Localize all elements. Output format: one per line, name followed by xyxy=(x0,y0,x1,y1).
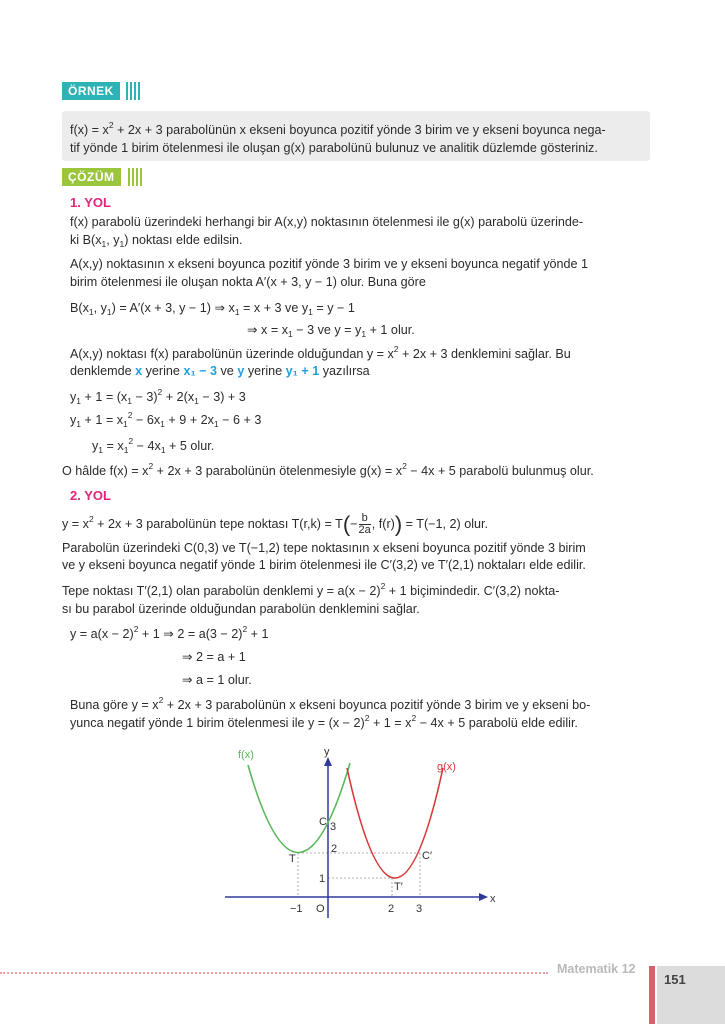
text-segment: ve xyxy=(217,364,238,378)
y-axis-label: y xyxy=(324,746,330,758)
text-segment: y = x xyxy=(62,516,89,531)
text-segment: , f(r) xyxy=(371,516,395,531)
text-segment: 1 xyxy=(160,445,166,455)
text-segment: ) xyxy=(394,511,403,537)
text-segment: A(x,y) noktasının x ekseni boyunca pozitif yönde 3 birim ve y ekseni boyunca negatif yönde 1 xyxy=(70,257,589,271)
text-segment: 2 xyxy=(158,695,164,705)
x-tick: −1 xyxy=(290,903,303,915)
text-segment: 1 xyxy=(119,239,125,249)
text-segment: y xyxy=(237,364,245,378)
point-t-prime-label: T′ xyxy=(394,881,403,893)
text-segment: − 3) xyxy=(131,390,158,404)
x-tick: 2 xyxy=(388,903,395,915)
text-segment: + 1 olur. xyxy=(366,323,415,337)
text-segment: 1 xyxy=(213,419,219,429)
text-segment: 2 xyxy=(127,410,133,420)
text-segment: O hâlde f(x) = x xyxy=(62,464,149,478)
text-segment: + 1 = x xyxy=(81,413,124,427)
text-segment: 2 xyxy=(242,624,248,634)
text-segment: 2 xyxy=(380,581,386,591)
text-segment: sı bu parabol üzerinde olduğundan parabolün denklemini sağlar. xyxy=(62,602,420,616)
text-segment: = y − 1 xyxy=(312,301,355,315)
text-segment: − 4x xyxy=(133,439,161,453)
text-segment: + 1 xyxy=(247,627,269,641)
page-tab-accent xyxy=(649,966,655,1024)
text-segment: ve y ekseni boyunca negatif yönde 1 birim ötelenmesi ile C′(3,2) ve T′(2,1) noktaları elde edilir. xyxy=(62,558,586,572)
text-segment: ⇒ a = 1 olur. xyxy=(182,673,252,687)
text-segment: y xyxy=(70,390,77,404)
fraction-numerator: b xyxy=(359,513,371,525)
text-segment: + 2x + 3 denklemini sağlar. Bu xyxy=(398,347,571,361)
text-segment: ( xyxy=(342,511,351,537)
text-segment: ) noktası elde edilsin. xyxy=(124,233,243,247)
text-segment: B(x xyxy=(70,301,89,315)
text-segment: 1 xyxy=(308,307,313,317)
text-segment: 2 xyxy=(393,344,399,354)
text-segment: = x + 3 ve y xyxy=(239,301,309,315)
text-segment: 1 xyxy=(361,329,367,339)
text-segment: f(x) = x xyxy=(70,123,109,137)
f-label: f(x) xyxy=(238,749,254,761)
text-segment: ki B(x xyxy=(70,233,102,247)
text-segment: y xyxy=(92,439,99,453)
text-segment: + 5 olur. xyxy=(165,439,215,453)
text-segment: 2 xyxy=(133,624,139,634)
y-tick: 3 xyxy=(330,821,337,833)
text-segment: 2 xyxy=(148,461,154,471)
text-segment: tif yönde 1 birim ötelenmesi ile oluşan g(x) parabolünü bulunuz ve analitik düzlemde gösteriniz. xyxy=(70,141,598,155)
x-axis-label: x xyxy=(490,893,496,905)
text-segment: f(x) parabolü üzerindeki herhangi bir A(x,y) noktasının ötelenmesi ile g(x) parabolü üzerinde- xyxy=(70,215,584,229)
text-segment: Tepe noktası T′(2,1) olan parabolün denklemi y = a(x − 2) xyxy=(62,584,381,598)
text-segment: + 2x + 3 parabolünün x ekseni boyunca pozitif yönde 3 birim ve y ekseni boyunca nega- xyxy=(113,123,606,137)
text-segment: denklemde xyxy=(70,364,136,378)
x-tick: 3 xyxy=(416,903,423,915)
text-segment: 1 xyxy=(76,419,82,429)
text-segment: − xyxy=(350,516,358,531)
text-segment: , y xyxy=(93,301,107,315)
text-segment: 1 xyxy=(123,419,128,429)
method-1-title: 1. YOL xyxy=(70,195,111,210)
text-segment: 2 xyxy=(364,713,370,723)
text-segment: − 4x + 5 parabolü elde edilir. xyxy=(416,716,578,730)
text-segment: y = a(x − 2) xyxy=(70,627,134,641)
fraction-denominator: 2a xyxy=(358,524,371,536)
text-segment: = T(−1, 2) olur. xyxy=(402,516,489,531)
text-segment: yerine xyxy=(142,364,184,378)
text-segment: 2 xyxy=(157,387,163,397)
text-segment: + 2x + 3 parabolünün x ekseni boyunca pozitif yönde 3 birim ve y ekseni bo- xyxy=(163,698,591,712)
text-segment: x xyxy=(135,364,143,378)
text-segment: + 9 + 2x xyxy=(164,413,214,427)
text-segment: + 2(x xyxy=(162,390,195,404)
text-segment: + 1 = x xyxy=(369,716,412,730)
text-segment: birim ötelenmesi ile oluşan nokta A′(x + 3, y − 1) olur. Buna göre xyxy=(70,275,426,289)
y-axis-arrow-icon xyxy=(324,757,332,766)
text-segment: y xyxy=(70,413,77,427)
y-tick: 2 xyxy=(331,843,338,855)
text-segment: 2 xyxy=(108,120,114,130)
x-axis-arrow-icon xyxy=(479,893,488,901)
point-c-label: C xyxy=(319,816,327,828)
text-segment: − 6 + 3 xyxy=(218,413,262,427)
origin-label: O xyxy=(316,903,325,915)
text-segment: 1 xyxy=(76,396,82,406)
text-segment: 2 xyxy=(88,513,94,524)
text-segment: 1 xyxy=(288,329,293,339)
text-segment: = x xyxy=(103,439,124,453)
text-segment: 1 xyxy=(106,307,112,317)
text-segment: ⇒ x = x xyxy=(247,323,288,337)
point-t-label: T xyxy=(289,853,296,865)
text-segment: − 3) + 3 xyxy=(198,390,246,404)
text-segment: A(x,y) noktası f(x) parabolünün üzerinde olduğundan y = x xyxy=(70,347,394,361)
text-segment: yerine xyxy=(244,364,286,378)
text-segment: − 4x + 5 parabolü bulunmuş olur. xyxy=(406,464,594,478)
f-curve xyxy=(248,763,350,853)
text-segment: ) = A′(x + 3, y − 1) ⇒ x xyxy=(111,301,235,315)
point-c-prime-label: C′ xyxy=(422,850,433,862)
text-segment: + 1 ⇒ 2 = a(3 − 2) xyxy=(138,627,243,641)
text-segment: + 1 = (x xyxy=(81,390,128,404)
y-tick: 1 xyxy=(319,873,326,885)
text-segment: 1 xyxy=(127,396,132,406)
text-segment: 2 xyxy=(411,713,417,723)
text-segment: 1 xyxy=(123,445,129,455)
text-segment: 1 xyxy=(98,445,104,455)
text-segment: yazılırsa xyxy=(319,364,370,378)
page-number: 151 xyxy=(664,972,686,987)
method-2-title: 2. YOL xyxy=(70,488,111,503)
text-segment: − 3 ve y = y xyxy=(292,323,362,337)
text-segment: + 1 biçimindedir. C′(3,2) nokta- xyxy=(385,584,560,598)
text-segment: y₁ + 1 xyxy=(285,364,320,378)
text-segment: + 2x + 3 parabolünün ötelenmesiyle g(x) = x xyxy=(153,464,403,478)
book-title: Matematik 12 xyxy=(557,962,636,976)
text-segment: 1 xyxy=(234,307,240,317)
text-segment: 2 xyxy=(128,436,134,446)
text-segment: Buna göre y = x xyxy=(70,698,159,712)
text-segment: + 2x + 3 parabolünün tepe noktası T(r,k) = T xyxy=(93,516,343,531)
text-segment: ⇒ 2 = a + 1 xyxy=(182,650,246,664)
example-badge: ÖRNEK xyxy=(62,82,120,100)
footer-divider xyxy=(0,972,548,974)
text-segment: x₁ − 3 xyxy=(183,364,218,378)
text-segment: 2 xyxy=(402,461,407,471)
text-segment: 1 xyxy=(194,396,199,406)
text-segment: 1 xyxy=(101,239,107,249)
text-segment: Parabolün üzerindeki C(0,3) ve T(−1,2) tepe noktasının x ekseni boyunca pozitif yönde 3 birim xyxy=(62,541,586,555)
text-segment: , y xyxy=(106,233,120,247)
text-segment: − 6x xyxy=(132,413,161,427)
solution-badge: ÇÖZÜM xyxy=(62,168,121,186)
text-segment: 1 xyxy=(88,307,94,317)
text-segment: 1 xyxy=(160,419,165,429)
text-segment: yunca negatif yönde 1 birim ötelenmesi ile y = (x − 2) xyxy=(70,716,365,730)
g-label: g(x) xyxy=(437,761,456,773)
